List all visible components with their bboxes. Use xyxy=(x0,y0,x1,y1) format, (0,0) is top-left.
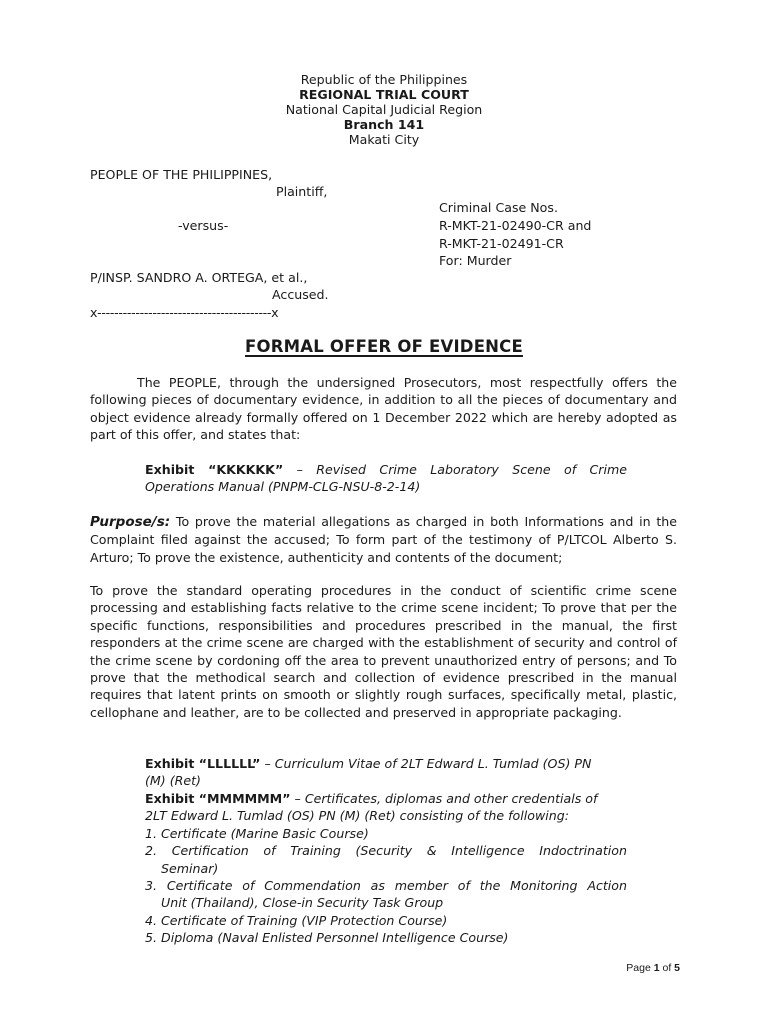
purpose-2-paragraph xyxy=(90,582,677,721)
list-item: 4. Certificate of Training (VIP Protection Course) xyxy=(145,912,448,928)
list-item: 3. Certificate of Commendation as member of the Monitoring Action xyxy=(145,878,627,894)
page-number xyxy=(626,962,680,974)
exhibit-m-label: Exhibit “MMMMMM” xyxy=(145,791,291,806)
exhibit-m-dash: – xyxy=(290,791,305,806)
list-item-continuation: Seminar) xyxy=(161,860,219,876)
list-item: 5. Diploma (Naval Enlisted Personnel Intelligence Course) xyxy=(145,930,509,946)
caption-separator: x-----------------------------------------x xyxy=(90,305,279,320)
case-number-1: R-MKT-21-02490-CR and xyxy=(439,218,592,233)
exhibit-k-label: Exhibit “KKKKKK” xyxy=(145,462,284,477)
page-word: Page xyxy=(626,962,654,974)
intro-text: The PEOPLE, through the undersigned Prosecutors, most respectfully offers the following pieces of documentary evidence, in addition to all the pieces of documentary and object evidence already formally offered on 1 December 2022 which are hereby adopted as part of this offer, and states that: xyxy=(90,375,677,443)
exhibit-k-line1 xyxy=(145,461,627,478)
accused-role: Accused. xyxy=(272,287,329,302)
list-item-continuation: Unit (Thailand), Close-in Security Task Group xyxy=(161,895,444,911)
header-republic: Republic of the Philippines xyxy=(300,72,468,87)
exhibit-l xyxy=(145,755,627,790)
exhibit-l-dash: – xyxy=(260,756,275,771)
exhibit-k-dash: – xyxy=(283,462,317,477)
exhibit-l-desc-2: (M) (Ret) xyxy=(145,773,201,789)
exhibit-l-desc-1: Curriculum Vitae of 2LT Edward L. Tumlad (OS) PN xyxy=(274,756,592,771)
exhibit-m-desc-1: Certificates, diplomas and other credentials of xyxy=(304,791,598,806)
case-number-2: R-MKT-21-02491-CR xyxy=(439,236,564,251)
case-label: Criminal Case Nos. xyxy=(439,200,558,215)
exhibit-l-label: Exhibit “LLLLLL” xyxy=(145,756,261,771)
intro-paragraph xyxy=(90,374,677,444)
purpose-paragraph xyxy=(90,513,677,566)
page-total: 5 xyxy=(674,962,680,974)
list-item: 2. Certification of Training (Security & Intelligence Indoctrination xyxy=(145,843,627,859)
header-city: Makati City xyxy=(348,132,420,147)
document-title: FORMAL OFFER OF EVIDENCE xyxy=(245,337,523,356)
versus-label: -versus- xyxy=(178,218,229,233)
plaintiff-name: PEOPLE OF THE PHILIPPINES, xyxy=(90,167,273,182)
purpose-2-text: To prove the standard operating procedures in the conduct of scientific crime scene processing and establishing facts relative to the crime scene incident; To prove that per the specific functions, responsibilities and procedures prescribed in the manual, the first responders at the crime scene are charged with the establishment of security and control of the crime scene by cordoning off the area to prevent unauthorized entry of persons; and To prove that the methodical search and collection of evidence prescribed in the manual requires that latent prints on smooth or slightly rough surfaces, specifically metal, plastic, cellophane and leather, are to be collected and preserved in appropriate packaging. xyxy=(90,583,677,720)
exhibit-k-desc-1: Revised Crime Laboratory Scene of Crime xyxy=(316,462,627,477)
list-item: 1. Certificate (Marine Basic Course) xyxy=(145,825,369,841)
exhibit-k xyxy=(145,461,627,496)
exhibit-m-desc-2: 2LT Edward L. Tumlad (OS) PN (M) (Ret) consisting of the following: xyxy=(145,808,569,824)
case-offense: For: Murder xyxy=(439,253,512,268)
header-region: National Capital Judicial Region xyxy=(285,102,483,117)
purpose-label: Purpose/s: xyxy=(90,514,171,530)
exhibit-k-desc-2: Operations Manual (PNPM-CLG-NSU-8-2-14) xyxy=(145,479,421,495)
header-branch: Branch 141 xyxy=(343,117,425,132)
accused-name: P/INSP. SANDRO A. ORTEGA, et al., xyxy=(90,270,308,285)
header-court: REGIONAL TRIAL COURT xyxy=(299,87,469,102)
page-current: 1 xyxy=(653,962,660,974)
exhibit-m xyxy=(145,790,627,947)
plaintiff-role: Plaintiff, xyxy=(276,184,328,199)
purpose-text: To prove the material allegations as charged in both Informations and in the Complaint filed against the accused; To form part of the testimony of P/LTCOL Alberto S. Arturo; To prove the existence, authenticity and contents of the document; xyxy=(90,514,677,565)
of-word: of xyxy=(659,962,675,974)
